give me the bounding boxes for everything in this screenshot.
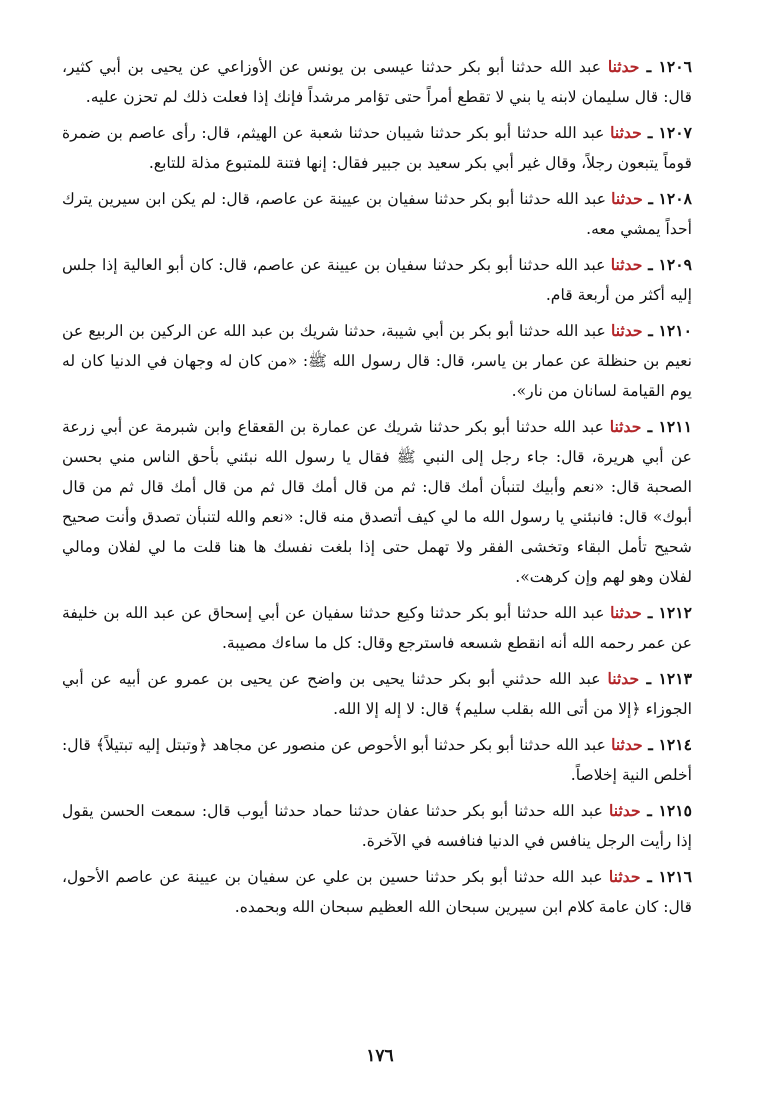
hadith-paragraph: ١٢٠٧ ـ حدثنا عبد الله حدثنا أبو بكر حدثنا شيبان حدثنا شعبة عن الهيثم، قال: رأى عاصم بن ضمرة قوماً يتبعون رجلاً، وقال غير أبي بكر سعيد بن جبير فقال: إنها فتنة للمتبوع مذلة للتابع. [62,123,692,172]
hadith-text: عبد الله حدثنا أبو بكر بن أبي شيبة، حدثنا شريك بن عبد الله عن الركين بن الربيع عن نعيم بن حنظلة عن عمار بن ياسر، قال: قال رسول الله ﷺ: «من كان له وجهان في الدنيا كان له يوم القيامة لسانان من نار». [62,322,692,400]
hadith-number: ١٢١٣ [658,669,692,688]
hadith-number: ١٢٠٦ [658,57,692,76]
hadith-paragraph: ١٢١٣ ـ حدثنا عبد الله حدثني أبو بكر حدثنا يحيى بن واضح عن يحيى بن عمرو عن أبيه عن أبي الجوزاء ﴿إلا من أتى الله بقلب سليم﴾ قال: لا إله إلا الله. [62,669,692,718]
hadith-number: ١٢٠٨ [658,189,692,208]
hadith-paragraph: ١٢١٤ ـ حدثنا عبد الله حدثنا أبو بكر حدثنا أبو الأحوص عن منصور عن مجاهد ﴿وتبتل إليه تبتيلاً﴾ قال: أخلص النية إخلاصاً. [62,735,692,784]
hadith-text: عبد الله حدثنا أبو بكر حدثنا شريك عن عمارة بن القعقاع وابن شبرمة عن أبي زرعة عن أبي هريرة، قال: جاء رجل إلى النبي ﷺ فقال يا رسول الله نبئني بأحق الناس مني بحسن الصحبة قال: «نعم وأبيك لتنبأن أمك قال: ثم من قال أمك قال ثم من قال أمك قال ثم من قال أبوك» قال: فانبئني يا رسول الله ما لي كيف أتصدق منه قال: «نعم والله لتنبأن تصدق وأنت صحيح شحيح تأمل البقاء وتخشى الفقر ولا تهمل حتى إذا بلغت نفسك ها هنا قلت ما لي لفلان ومالي لفلان وهو لهم وإن كرهت». [62,418,692,586]
hadith-number: ١٢١٤ [658,735,692,754]
hadith-keyword: حدثنا [610,321,643,340]
hadith-keyword: حدثنا [609,801,641,820]
hadith-number: ١٢١١ [658,417,692,436]
hadith-paragraph: ١٢١٦ ـ حدثنا عبد الله حدثنا أبو بكر حدثنا حسين بن علي عن سفيان بن عيينة عن عاصم الأحول، قال: كان عامة كلام ابن سيرين سبحان الله العظيم سبحان الله وبحمده. [62,867,692,916]
hadith-text: عبد الله حدثنا أبو بكر حدثنا وكيع حدثنا سفيان عن أبي إسحاق عن عبد الله بن خليفة عن عمر رحمه الله أنه انقطع شسعه فاسترجع وقال: كل ما ساءك مصيبة. [62,604,692,652]
hadith-text: عبد الله حدثنا أبو بكر حدثنا سفيان بن عيينة عن عاصم، قال: كان أبو العالية إذا جلس إليه أكثر من أربعة قام. [62,256,692,304]
hadith-text: عبد الله حدثنا أبو بكر حدثنا حسين بن علي عن سفيان بن عيينة عن عاصم الأحول، قال: كان عامة كلام ابن سيرين سبحان الله العظيم سبحان الله وبحمده. [62,868,692,916]
hadith-paragraph: ١٢١٠ ـ حدثنا عبد الله حدثنا أبو بكر بن أبي شيبة، حدثنا شريك بن عبد الله عن الركين بن الربيع عن نعيم بن حنظلة عن عمار بن ياسر، قال: قال رسول الله ﷺ: «من كان له وجهان في الدنيا كان له يوم القيامة لسانان من نار». [62,321,692,400]
hadith-text: عبد الله حدثنا أبو بكر حدثنا عفان حدثنا حماد حدثنا أيوب قال: سمعت الحسن يقول إذا رأيت الرجل ينافس في الدنيا فنافسه في الآخرة. [62,802,692,850]
hadith-keyword: حدثنا [610,603,642,622]
page-body [62,52,692,928]
hadith-paragraph: ١٢٠٨ ـ حدثنا عبد الله حدثنا أبو بكر حدثنا سفيان بن عيينة عن عاصم، قال: لم يكن ابن سيرين يترك أحداً يمشي معه. [62,189,692,238]
hadith-keyword: حدثنا [607,669,640,688]
hadith-text: عبد الله حدثنا أبو بكر حدثنا أبو الأحوص عن منصور عن مجاهد ﴿وتبتل إليه تبتيلاً﴾ قال: أخلص النية إخلاصاً. [62,736,692,784]
hadith-keyword: حدثنا [608,867,641,886]
hadith-number: ١٢١٠ [658,321,692,340]
hadith-paragraph: ١٢١٥ ـ حدثنا عبد الله حدثنا أبو بكر حدثنا عفان حدثنا حماد حدثنا أيوب قال: سمعت الحسن يقول إذا رأيت الرجل ينافس في الدنيا فنافسه في الآخرة. [62,801,692,850]
hadith-paragraph: ١٢٠٩ ـ حدثنا عبد الله حدثنا أبو بكر حدثنا سفيان بن عيينة عن عاصم، قال: كان أبو العالية إذا جلس إليه أكثر من أربعة قام. [62,255,692,304]
hadith-text: عبد الله حدثنا أبو بكر حدثنا شيبان حدثنا شعبة عن الهيثم، قال: رأى عاصم بن ضمرة قوماً يتبعون رجلاً، وقال غير أبي بكر سعيد بن جبير فقال: إنها فتنة للمتبوع مذلة للتابع. [62,124,692,172]
hadith-paragraph: ١٢١١ ـ حدثنا عبد الله حدثنا أبو بكر حدثنا شريك عن عمارة بن القعقاع وابن شبرمة عن أبي زرعة عن أبي هريرة، قال: جاء رجل إلى النبي ﷺ فقال يا رسول الله نبئني بأحق الناس مني بحسن الصحبة قال: «نعم وأبيك لتنبأن أمك قال: ثم من قال أمك قال ثم من قال أمك قال ثم من قال أبوك» قال: فانبئني يا رسول الله ما لي كيف أتصدق منه قال: «نعم والله لتنبأن تصدق وأنت صحيح شحيح تأمل البقاء وتخشى الفقر ولا تهمل حتى إذا بلغت نفسك ها هنا قلت ما لي لفلان ومالي لفلان وهو لهم وإن كرهت». [62,417,692,586]
hadith-number: ١٢١٢ [658,603,692,622]
hadith-paragraph: ١٢٠٦ ـ حدثنا عبد الله حدثنا أبو بكر حدثنا عيسى بن يونس عن الأوزاعي عن يحيى بن أبي كثير، قال: قال سليمان لابنه يا بني لا تقطع أمراً حتى تؤامر مرشداً فإنك إذا فعلت ذلك لم تحزن عليه. [62,57,692,106]
hadith-text: عبد الله حدثنا أبو بكر حدثنا سفيان بن عيينة عن عاصم، قال: لم يكن ابن سيرين يترك أحداً يمشي معه. [62,190,692,238]
hadith-text: عبد الله حدثنا أبو بكر حدثنا عيسى بن يونس عن الأوزاعي عن يحيى بن أبي كثير، قال: قال سليمان لابنه يا بني لا تقطع أمراً حتى تؤامر مرشداً فإنك إذا فعلت ذلك لم تحزن عليه. [62,58,692,106]
hadith-keyword: حدثنا [609,417,642,436]
hadith-keyword: حدثنا [611,189,643,208]
hadith-keyword: حدثنا [610,255,643,274]
hadith-keyword: حدثنا [611,735,643,754]
hadith-number: ١٢١٥ [658,801,692,820]
hadith-number: ١٢٠٩ [658,255,692,274]
hadith-number: ١٢١٦ [658,867,692,886]
hadith-paragraph: ١٢١٢ ـ حدثنا عبد الله حدثنا أبو بكر حدثنا وكيع حدثنا سفيان عن أبي إسحاق عن عبد الله بن خليفة عن عمر رحمه الله أنه انقطع شسعه فاسترجع وقال: كل ما ساءك مصيبة. [62,603,692,652]
page-number: ١٧٦ [366,1046,394,1066]
hadith-keyword: حدثنا [607,57,640,76]
hadith-keyword: حدثنا [610,123,642,142]
hadith-text: عبد الله حدثني أبو بكر حدثنا يحيى بن واضح عن يحيى بن عمرو عن أبيه عن أبي الجوزاء ﴿إلا من أتى الله بقلب سليم﴾ قال: لا إله إلا الله. [62,670,692,718]
hadith-number: ١٢٠٧ [658,123,692,142]
